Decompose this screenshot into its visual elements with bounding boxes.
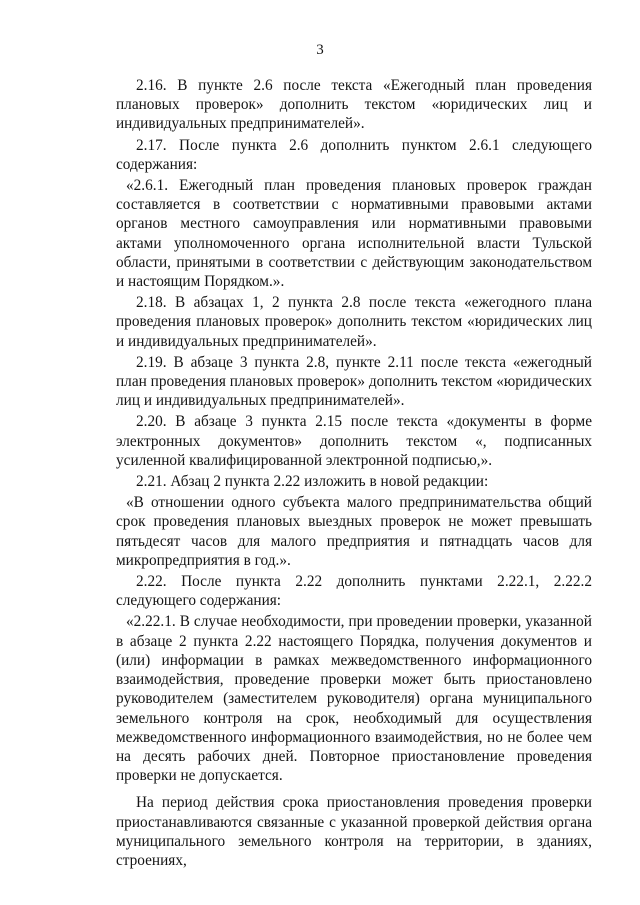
- paragraph-2-18: 2.18. В абзацах 1, 2 пункта 2.8 после текста «ежегодного плана проведения плановых проверок» дополнить текстом «юридических лиц и индивидуальных предпринимателей».: [116, 294, 592, 350]
- quote-2-6-1: «2.6.1. Ежегодный план проведения плановых проверок граждан составляется в соответствии с нормативными правовыми актами органов местного самоуправления или нормативными правовыми актами уполномоченного органа исполнительной власти Тульской области, принятыми в соответствии с действующим законодательством и настоящим Порядком.».: [116, 177, 592, 291]
- quote-2-22-1: «2.22.1. В случае необходимости, при проведении проверки, указанной в абзаце 2 пункта 2.22 настоящего Порядка, получения документов и (или) информации в рамках межведомственного информационного взаимодействия, проведение проверки может быть приостановлено руководителем (заместителем руководителя) органа муниципального земельного контроля на срок, необходимый для осуществления межведомственного информационного взаимодействия, но не более чем на десять рабочих дней. Повторное приостановление проведения проверки не допускается.: [116, 613, 592, 785]
- quote-2-22-new: «В отношении одного субъекта малого предпринимательства общий срок проведения плановых выездных проверок не может превышать пятьдесят часов для малого предприятия и пятнадцать часов для микропредприятия в год.».: [116, 494, 592, 569]
- paragraph-suspension-period: На период действия срока приостановления проведения проверки приостанавливаются связанные с указанной проверкой действия органа муниципального земельного контроля на территории, в зданиях, строениях,: [116, 794, 592, 869]
- paragraph-2-19: 2.19. В абзаце 3 пункта 2.8, пункте 2.11 после текста «ежегодный план проведения плановых проверок» дополнить текстом «юридических лиц и индивидуальных предпринимателей».: [116, 353, 592, 410]
- paragraph-2-22: 2.22. После пункта 2.22 дополнить пунктами 2.22.1, 2.22.2 следующего содержания:: [116, 573, 592, 610]
- page-number: 3: [316, 42, 324, 58]
- document-body: [116, 76, 592, 870]
- paragraph-2-20: 2.20. В абзаце 3 пункта 2.15 после текста «документы в форме электронных документов» дополнить текстом «, подписанных усиленной квалифицированной электронной подписью,».: [116, 413, 592, 469]
- paragraph-2-16: 2.16. В пункте 2.6 после текста «Ежегодный план проведения плановых проверок» дополнить текстом «юридических лиц и индивидуальных предпринимателей».: [116, 77, 592, 133]
- paragraph-2-17: 2.17. После пункта 2.6 дополнить пунктом 2.6.1 следующего содержания:: [116, 136, 592, 173]
- paragraph-2-21: 2.21. Абзац 2 пункта 2.22 изложить в новой редакции:: [136, 473, 489, 491]
